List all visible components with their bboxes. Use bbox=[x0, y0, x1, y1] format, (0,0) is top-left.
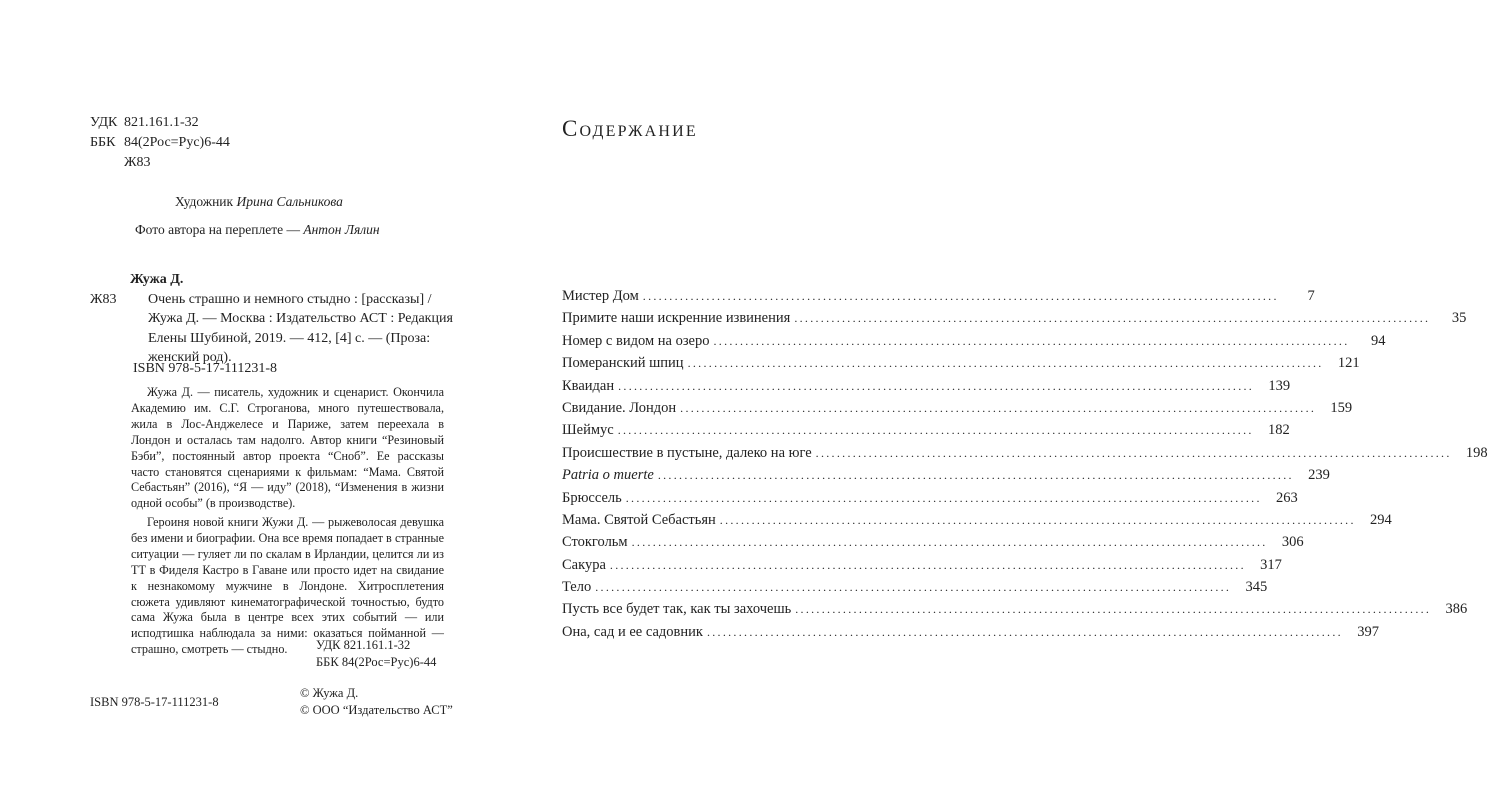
toc-leader-dots: ........................................................................................................................ bbox=[631, 535, 1268, 550]
toc-entry[interactable] bbox=[562, 556, 1282, 579]
toc-entry[interactable] bbox=[562, 332, 1386, 355]
toc-entry-page: 182 bbox=[1267, 422, 1290, 439]
toc-entry-title: Мистер Дом bbox=[562, 288, 639, 304]
copyright-block bbox=[300, 685, 453, 718]
toc-leader-dots: ........................................................................................................................ bbox=[706, 624, 1343, 639]
bbk-value: 84(2Рос=Рус)6-44 bbox=[124, 135, 230, 150]
toc-entry[interactable] bbox=[562, 579, 1268, 601]
toc-entry[interactable] bbox=[562, 377, 1291, 400]
toc-leader-dots: ........................................................................................................................ bbox=[595, 580, 1232, 595]
classification-bottom bbox=[316, 637, 436, 671]
udk-row bbox=[90, 113, 230, 133]
photo-prefix: Фото автора на переплете — bbox=[135, 222, 300, 237]
toc-title: Содержание bbox=[562, 116, 698, 141]
toc-leader-dots: ........................................................................................................................ bbox=[642, 289, 1279, 303]
author-code-row bbox=[90, 153, 230, 173]
toc-entry-page: 306 bbox=[1281, 534, 1304, 551]
toc-entry[interactable] bbox=[562, 534, 1304, 556]
toc-leader-dots: ........................................................................................................................ bbox=[687, 356, 1324, 371]
toc-entry[interactable] bbox=[562, 623, 1379, 646]
isbn-inline: ISBN 978-5-17-111231-8 bbox=[133, 361, 278, 376]
toc-entry-page: 198 bbox=[1465, 444, 1488, 461]
toc-leader-dots: ........................................................................................................................ bbox=[815, 445, 1452, 460]
toc-entry-title: Шеймус bbox=[562, 422, 614, 439]
toc-entry-page: 35 bbox=[1451, 310, 1467, 327]
bbk-row bbox=[90, 133, 230, 153]
toc-leader-dots: ........................................................................................................................ bbox=[713, 333, 1350, 348]
bbk-bottom: ББК 84(2Рос=Рус)6-44 bbox=[316, 655, 437, 669]
udk-bottom: УДК 821.161.1-32 bbox=[316, 638, 411, 652]
bbk-label: ББК bbox=[90, 135, 116, 150]
toc-entry[interactable] bbox=[562, 511, 1392, 534]
toc-entry[interactable] bbox=[562, 310, 1467, 332]
toc-entry-title: Примите наши искренние извинения bbox=[562, 310, 791, 327]
illustrator-credit bbox=[175, 194, 343, 210]
udk-value: 821.161.1-32 bbox=[124, 115, 199, 130]
toc-entry-page: 239 bbox=[1308, 467, 1330, 484]
toc-entry-title: Происшествие в пустыне, далеко на юге bbox=[562, 444, 812, 461]
photo-name: Антон Лялин bbox=[303, 222, 380, 237]
toc-entry-page: 397 bbox=[1357, 623, 1379, 640]
toc-leader-dots: ........................................................................................................................ bbox=[680, 400, 1317, 415]
toc-entry-page: 159 bbox=[1330, 399, 1353, 416]
annotation-author-text: Жужа Д. — писатель, художник и сценарист. Окончила Академию им. С.Г. Строганова, много путешествовала, жила в Лос-Анджелесе и Париже, затем переехала в Лондон и осталась там надолго. Автор книги “Резиновый Бэби”, постоянный автор проекта “Сноб”. Ее рассказы часто становятся сценариями к фильмам: “Мама. Святой Себастьян” (2016), “Я — иду” (2018), “Изменения в жизни одной особы” (в производстве). bbox=[131, 385, 444, 511]
toc-entry[interactable] bbox=[562, 489, 1298, 512]
toc-entry-title: Тело bbox=[562, 579, 592, 596]
toc-entry-title: Кваидан bbox=[562, 377, 615, 394]
toc-entry-title: Номер с видом на озеро bbox=[562, 332, 710, 349]
toc-entry-page: 121 bbox=[1337, 355, 1360, 372]
toc-entry-page: 317 bbox=[1260, 556, 1282, 573]
author-code: Ж83 bbox=[124, 155, 151, 170]
bibliographic-entry bbox=[90, 270, 453, 368]
toc-entry-title: Стокгольм bbox=[562, 534, 628, 551]
toc-entry-page: 386 bbox=[1445, 601, 1468, 618]
toc-entry-page: 294 bbox=[1370, 511, 1392, 528]
toc-entry[interactable] bbox=[562, 399, 1353, 422]
toc-leader-dots: ........................................................................................................................ bbox=[618, 378, 1255, 393]
udk-label: УДК bbox=[90, 115, 118, 130]
copyright-author: © Жужа Д. bbox=[300, 686, 359, 700]
toc-entry-title: Она, сад и ее садовник bbox=[562, 623, 703, 640]
toc-leader-dots: ........................................................................................................................ bbox=[609, 557, 1246, 572]
toc-leader-dots: ........................................................................................................................ bbox=[657, 468, 1294, 483]
toc-leader-dots: ........................................................................................................................ bbox=[625, 490, 1262, 505]
toc-entry-title: Свидание. Лондон bbox=[562, 399, 677, 416]
toc-entry-page: 94 bbox=[1371, 332, 1386, 349]
entry-author: Жужа Д. bbox=[130, 272, 184, 287]
toc-entry[interactable] bbox=[562, 467, 1330, 489]
entry-code: Ж83 bbox=[90, 291, 117, 307]
toc-entry[interactable] bbox=[562, 355, 1360, 377]
annotation-author bbox=[131, 385, 444, 512]
toc-entry-page: 345 bbox=[1245, 579, 1268, 596]
table-of-contents bbox=[562, 288, 1488, 646]
photo-credit bbox=[135, 222, 380, 238]
toc-entry-title: Patria o muerte bbox=[562, 467, 654, 484]
toc-leader-dots: ........................................................................................................................ bbox=[617, 423, 1254, 438]
copyright-publisher: © ООО “Издательство АСТ” bbox=[300, 702, 453, 717]
toc-leader-dots: ........................................................................................................................ bbox=[719, 512, 1356, 527]
toc-entry-title: Сакура bbox=[562, 556, 606, 573]
toc-entry[interactable] bbox=[562, 601, 1468, 623]
entry-description: Очень страшно и немного стыдно : [рассказы] / Жужа Д. — Москва : Издательство АСТ : Редакция Елены Шубиной, 2019. — 412, [4] с. — (Проза: женский род). bbox=[148, 291, 453, 365]
toc-entry-title: Померанский шпиц bbox=[562, 355, 684, 372]
annotation-book-text: Героиня новой книги Жужи Д. — рыжеволосая девушка без имени и биографии. Она все время попадает в странные ситуации — гуляет ли по скалам в Ирландии, целится ли из ТТ в Фиделя Кастро в Гаване или просто идет на свидание к незнакомому мужчине в Лондоне. Хитросплетения сюжета удивляют кинематографической точностью, будто сама Жужа была в центре всех этих событий — или исподтишка наблюдала за ними: оказаться пойманной — страшно, смотреть — стыдно. bbox=[131, 515, 444, 657]
illustrator-prefix: Художник bbox=[175, 194, 234, 209]
toc-entry-title: Пусть все будет так, как ты захочешь bbox=[562, 601, 792, 618]
toc-entry-page: 139 bbox=[1268, 377, 1291, 394]
toc-entry[interactable] bbox=[562, 288, 1315, 310]
toc-leader-dots: ........................................................................................................................ bbox=[794, 311, 1431, 326]
toc-leader-dots: ........................................................................................................................ bbox=[795, 602, 1432, 617]
toc-entry[interactable] bbox=[562, 422, 1290, 444]
illustrator-name: Ирина Сальникова bbox=[236, 194, 343, 209]
classification-block bbox=[90, 113, 230, 173]
toc-entry-page: 7 bbox=[1307, 288, 1315, 304]
toc-entry-title: Брюссель bbox=[562, 489, 622, 506]
toc-entry-title: Мама. Святой Себастьян bbox=[562, 511, 716, 528]
toc-entry-page: 263 bbox=[1276, 489, 1298, 506]
isbn-bottom: ISBN 978-5-17-111231-8 bbox=[90, 695, 219, 709]
toc-entry[interactable] bbox=[562, 444, 1488, 467]
